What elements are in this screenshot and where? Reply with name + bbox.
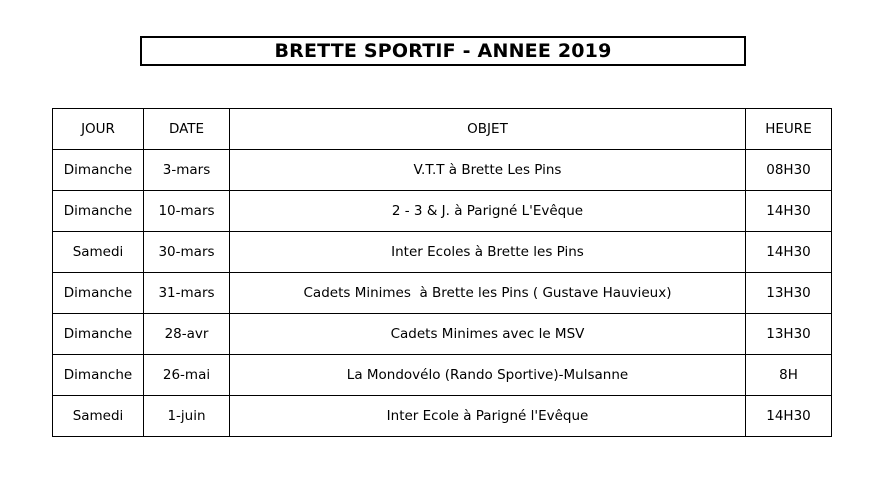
header-objet: OBJET xyxy=(230,109,746,150)
table-row xyxy=(53,232,832,273)
cell-jour: Dimanche xyxy=(53,273,144,314)
cell-jour: Dimanche xyxy=(53,191,144,232)
cell-date: 26-mai xyxy=(144,355,230,396)
cell-heure: 14H30 xyxy=(746,191,832,232)
cell-objet: Cadets Minimes à Brette les Pins ( Gustave Hauvieux) xyxy=(230,273,746,314)
cell-heure: 14H30 xyxy=(746,232,832,273)
header-jour: JOUR xyxy=(53,109,144,150)
table-row xyxy=(53,273,832,314)
table-row xyxy=(53,396,832,437)
header-heure: HEURE xyxy=(746,109,832,150)
cell-heure: 14H30 xyxy=(746,396,832,437)
cell-date: 3-mars xyxy=(144,150,230,191)
cell-heure: 13H30 xyxy=(746,314,832,355)
schedule-table xyxy=(52,108,832,437)
cell-jour: Samedi xyxy=(53,232,144,273)
cell-jour: Samedi xyxy=(53,396,144,437)
cell-date: 1-juin xyxy=(144,396,230,437)
cell-date: 30-mars xyxy=(144,232,230,273)
title-box xyxy=(140,36,746,66)
cell-heure: 08H30 xyxy=(746,150,832,191)
table-row xyxy=(53,191,832,232)
cell-date: 28-avr xyxy=(144,314,230,355)
page-title: BRETTE SPORTIF - ANNEE 2019 xyxy=(274,40,612,62)
cell-objet: Cadets Minimes avec le MSV xyxy=(230,314,746,355)
header-row xyxy=(53,109,832,150)
cell-jour: Dimanche xyxy=(53,355,144,396)
cell-heure: 8H xyxy=(746,355,832,396)
cell-date: 10-mars xyxy=(144,191,230,232)
header-date: DATE xyxy=(144,109,230,150)
cell-jour: Dimanche xyxy=(53,314,144,355)
cell-jour: Dimanche xyxy=(53,150,144,191)
table-row xyxy=(53,355,832,396)
table-row xyxy=(53,150,832,191)
table-row xyxy=(53,314,832,355)
cell-objet: Inter Ecoles à Brette les Pins xyxy=(230,232,746,273)
cell-heure: 13H30 xyxy=(746,273,832,314)
cell-objet: 2 - 3 & J. à Parigné L'Evêque xyxy=(230,191,746,232)
cell-objet: Inter Ecole à Parigné l'Evêque xyxy=(230,396,746,437)
cell-objet: La Mondovélo (Rando Sportive)-Mulsanne xyxy=(230,355,746,396)
cell-date: 31-mars xyxy=(144,273,230,314)
cell-objet: V.T.T à Brette Les Pins xyxy=(230,150,746,191)
